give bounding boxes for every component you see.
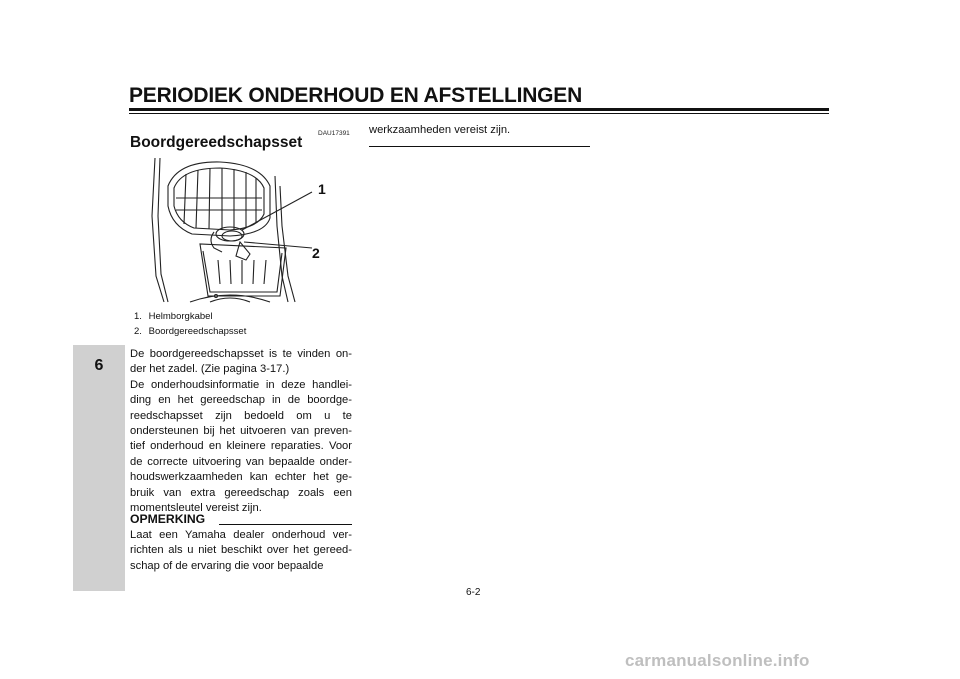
callout-1: 1	[318, 181, 326, 197]
header-rule-thick	[129, 108, 829, 111]
page-number: 6-2	[466, 587, 481, 598]
note-rule	[219, 524, 352, 525]
caption-text: Boordgereedschapsset	[148, 326, 247, 337]
page-title: PERIODIEK ONDERHOUD EN AFSTELLINGEN	[129, 84, 583, 107]
callout-2: 2	[312, 245, 320, 261]
right-column-rule	[369, 146, 590, 147]
section-code: DAU17391	[318, 130, 350, 137]
caption-item	[134, 309, 246, 324]
right-column-text: werkzaamheden vereist zijn.	[369, 124, 511, 136]
caption-number: 2.	[134, 326, 142, 337]
figure-captions	[134, 309, 246, 339]
note-heading: OPMERKING	[130, 512, 206, 526]
header-rule-thin	[129, 113, 829, 114]
chapter-tab	[73, 345, 125, 591]
body-paragraph-1: De boordgereedschapsset is te vinden on-der het zadel. (Zie pagina 3-17.)	[130, 348, 352, 376]
note-text: Laat een Yamaha dealer onderhoud ver-richten als u niet beschikt over het gereed-schap of de ervaring die voor bepaalde	[130, 529, 352, 572]
caption-number: 1.	[134, 311, 142, 322]
body-text	[130, 347, 352, 516]
note-heading-row	[130, 512, 352, 528]
body-paragraph-2: De onderhoudsinformatie in deze handlei-ding en het gereedschap in de boordge-reedschapsset zijn bedoeld om u te ondersteunen bij het uitvoeren van preven-tief onderhoud en kleinere reparaties. Voor de correcte uitvoering van bepaalde onder-houdswerkzaamheden kan echter het ge-bruik van extra gereedschap zoals een momentsleutel vereist zijn.	[130, 378, 352, 515]
section-title: Boordgereedschapsset	[130, 134, 303, 151]
toolkit-illustration	[130, 156, 352, 304]
watermark: carmanualsonline.info	[625, 651, 810, 670]
caption-text: Helmborgkabel	[148, 311, 213, 322]
chapter-number: 6	[94, 357, 104, 374]
caption-item	[134, 324, 246, 339]
